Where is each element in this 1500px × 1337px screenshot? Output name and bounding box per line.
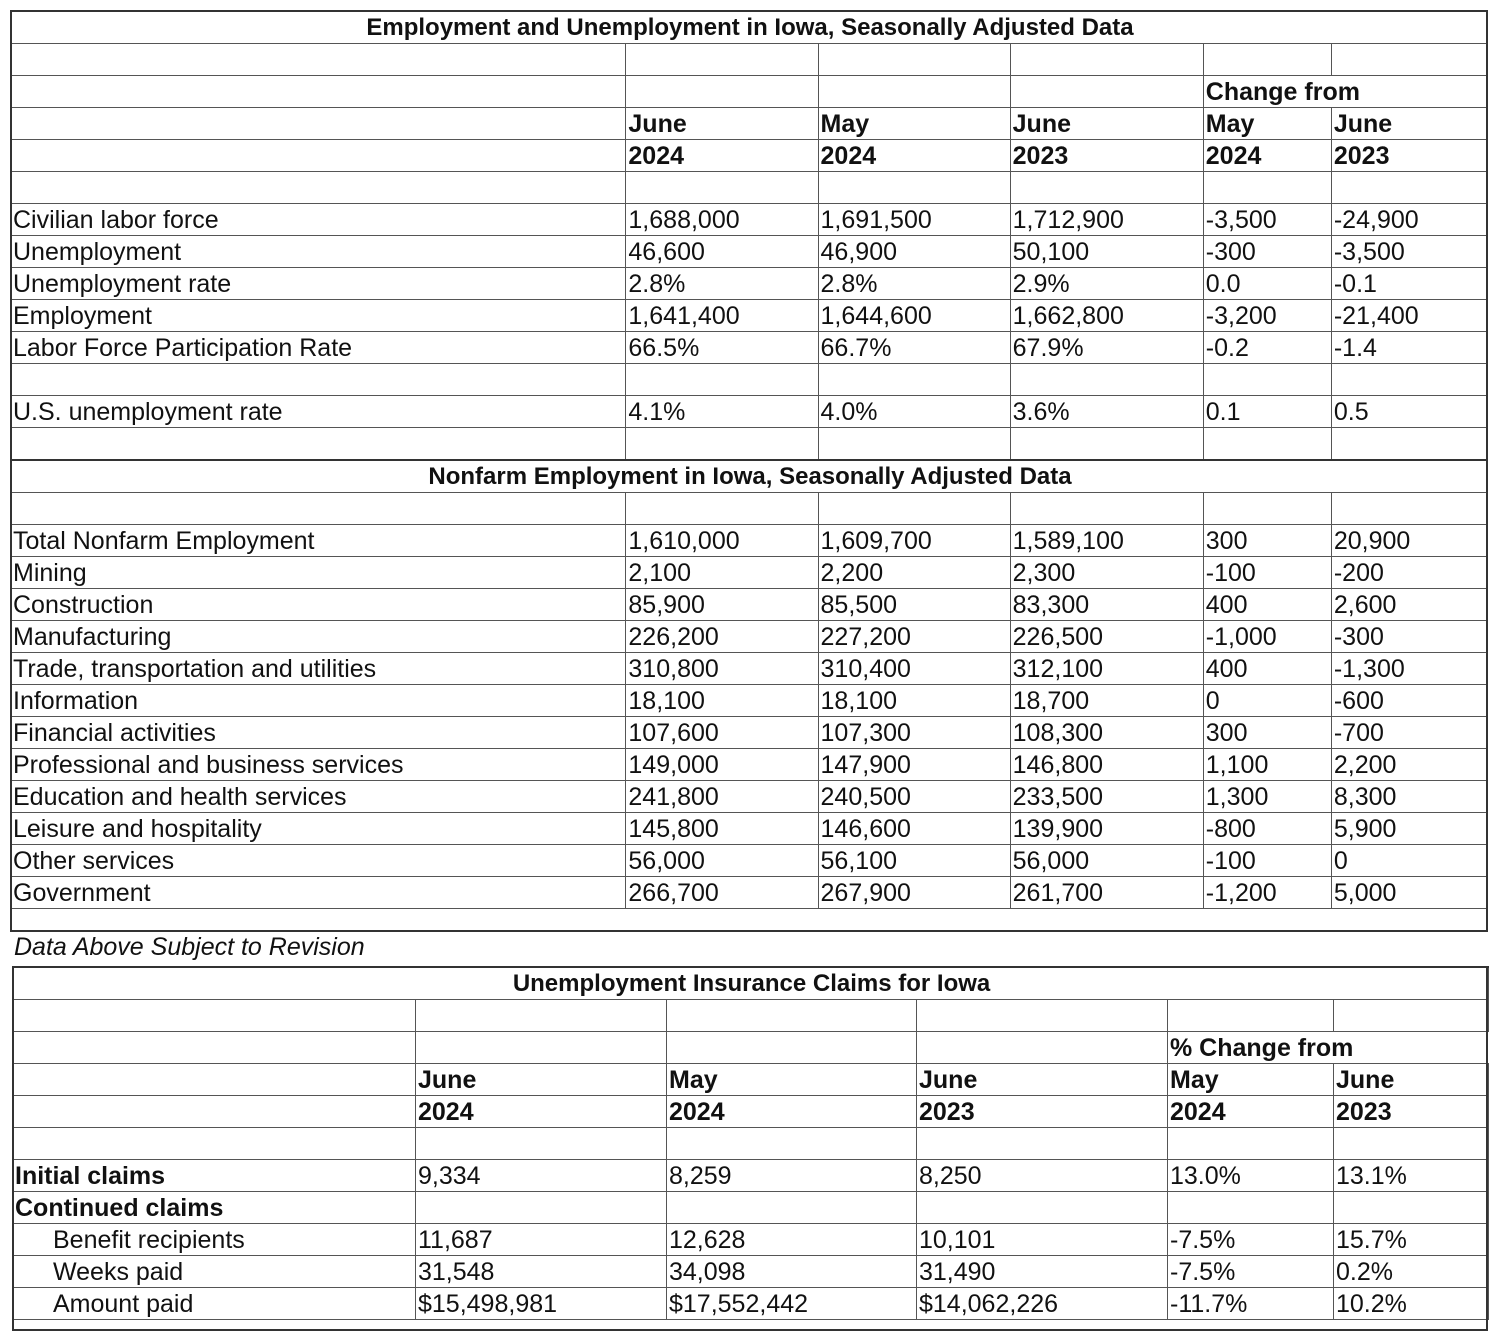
row-label: Amount paid (13, 1288, 416, 1320)
table-row (11, 813, 1488, 845)
cell-value: 13.0% (1168, 1160, 1334, 1192)
cell-value: 240,500 (818, 781, 1010, 813)
cell-value: 85,900 (626, 589, 818, 621)
cell-value: 2,200 (818, 557, 1010, 589)
cell-value: -300 (1331, 621, 1487, 653)
cell-value: 2,600 (1331, 589, 1487, 621)
col-header-month: June (1331, 108, 1487, 140)
cell-value: -1,000 (1203, 621, 1331, 653)
cell-value: -11.7% (1168, 1288, 1334, 1320)
col-header-month: May (818, 108, 1010, 140)
cell-value: 15.7% (1334, 1224, 1489, 1256)
table-row (11, 236, 1488, 268)
table-row (11, 204, 1488, 236)
cell-value: 107,300 (818, 717, 1010, 749)
table-row (11, 749, 1488, 781)
cell-value: $15,498,981 (416, 1288, 667, 1320)
table-row (11, 332, 1488, 364)
col-header-month: June (416, 1064, 667, 1096)
cell-value: 85,500 (818, 589, 1010, 621)
revision-note: Data Above Subject to Revision (14, 933, 365, 961)
cell-value: 18,100 (818, 685, 1010, 717)
nonfarm-table-title: Nonfarm Employment in Iowa, Seasonally Adjusted Data (11, 460, 1488, 493)
cell-value: -3,200 (1203, 300, 1331, 332)
row-label: Weeks paid (13, 1256, 416, 1288)
row-label: Financial activities (11, 717, 626, 749)
cell-value: 149,000 (626, 749, 818, 781)
cell-value: -100 (1203, 557, 1331, 589)
cell-value: 0.1 (1203, 396, 1331, 428)
cell-value: 226,500 (1010, 621, 1203, 653)
table-row (11, 268, 1488, 300)
cell-value: 312,100 (1010, 653, 1203, 685)
row-label: U.S. unemployment rate (11, 396, 626, 428)
row-label: Civilian labor force (11, 204, 626, 236)
cell-value: 1,610,000 (626, 525, 818, 557)
table-row (11, 621, 1488, 653)
cell-value: 266,700 (626, 877, 818, 909)
row-label: Employment (11, 300, 626, 332)
row-label: Unemployment (11, 236, 626, 268)
cell-value: 310,800 (626, 653, 818, 685)
cell-value: -1.4 (1331, 332, 1487, 364)
table-row (11, 557, 1488, 589)
cell-value: -800 (1203, 813, 1331, 845)
col-header-year: 2024 (626, 140, 818, 172)
cell-value: 146,600 (818, 813, 1010, 845)
cell-value: -0.1 (1331, 268, 1487, 300)
cell-value: 1,100 (1203, 749, 1331, 781)
row-label: Education and health services (11, 781, 626, 813)
cell-value: 2,300 (1010, 557, 1203, 589)
table-row (13, 1192, 1489, 1224)
col-header-year: 2024 (818, 140, 1010, 172)
row-label: Professional and business services (11, 749, 626, 781)
cell-value: 10.2% (1334, 1288, 1489, 1320)
col-header-month: June (917, 1064, 1168, 1096)
cell-value: 12,628 (667, 1224, 917, 1256)
col-header-year: 2024 (667, 1096, 917, 1128)
cell-value: 233,500 (1010, 781, 1203, 813)
cell-value: 46,900 (818, 236, 1010, 268)
cell-value: 267,900 (818, 877, 1010, 909)
cell-value: 0.2% (1334, 1256, 1489, 1288)
cell-value: -3,500 (1331, 236, 1487, 268)
cell-value: 1,589,100 (1010, 525, 1203, 557)
table-row (13, 1256, 1489, 1288)
table-row (11, 300, 1488, 332)
table-row (11, 653, 1488, 685)
col-header-month: May (667, 1064, 917, 1096)
cell-value: 4.1% (626, 396, 818, 428)
pct-change-from-header: % Change from (1168, 1032, 1489, 1064)
cell-value: -1,200 (1203, 877, 1331, 909)
cell-value: 1,712,900 (1010, 204, 1203, 236)
cell-value: 300 (1203, 717, 1331, 749)
cell-value: 8,250 (917, 1160, 1168, 1192)
cell-value: 31,490 (917, 1256, 1168, 1288)
cell-value: 0 (1331, 845, 1487, 877)
table-row (11, 845, 1488, 877)
cell-value: 11,687 (416, 1224, 667, 1256)
cell-value: 8,300 (1331, 781, 1487, 813)
cell-value: 261,700 (1010, 877, 1203, 909)
cell-value: 1,609,700 (818, 525, 1010, 557)
cell-value: 2.8% (626, 268, 818, 300)
cell-value: 2.9% (1010, 268, 1203, 300)
cell-value: -7.5% (1168, 1224, 1334, 1256)
cell-value: 9,334 (416, 1160, 667, 1192)
cell-value: 1,300 (1203, 781, 1331, 813)
cell-value: 400 (1203, 653, 1331, 685)
table-row (11, 781, 1488, 813)
cell-value: -600 (1331, 685, 1487, 717)
cell-value: 226,200 (626, 621, 818, 653)
cell-value: 1,691,500 (818, 204, 1010, 236)
cell-value: 66.7% (818, 332, 1010, 364)
table-row (13, 1160, 1489, 1192)
col-header-month: May (1203, 108, 1331, 140)
col-header-year: 2023 (917, 1096, 1168, 1128)
col-header-month: June (1010, 108, 1203, 140)
cell-value: -100 (1203, 845, 1331, 877)
employment-table (10, 10, 1488, 909)
col-header-month: June (626, 108, 818, 140)
cell-value: $14,062,226 (917, 1288, 1168, 1320)
cell-value: 241,800 (626, 781, 818, 813)
cell-value: 1,641,400 (626, 300, 818, 332)
cell-value: 5,000 (1331, 877, 1487, 909)
cell-value: 8,259 (667, 1160, 917, 1192)
cell-value: 20,900 (1331, 525, 1487, 557)
col-header-year: 2024 (416, 1096, 667, 1128)
cell-value: 107,600 (626, 717, 818, 749)
cell-value: 300 (1203, 525, 1331, 557)
cell-value: 1,644,600 (818, 300, 1010, 332)
cell-value: 145,800 (626, 813, 818, 845)
table-row (13, 1224, 1489, 1256)
cell-value: 56,000 (1010, 845, 1203, 877)
cell-value: -3,500 (1203, 204, 1331, 236)
cell-value: 146,800 (1010, 749, 1203, 781)
cell-value: 108,300 (1010, 717, 1203, 749)
table-row (11, 717, 1488, 749)
col-header-month: May (1168, 1064, 1334, 1096)
cell-value: 67.9% (1010, 332, 1203, 364)
cell-value: 5,900 (1331, 813, 1487, 845)
change-from-header: Change from (1203, 76, 1487, 108)
row-label: Unemployment rate (11, 268, 626, 300)
cell-value: 3.6% (1010, 396, 1203, 428)
cell-value: -200 (1331, 557, 1487, 589)
cell-value: 310,400 (818, 653, 1010, 685)
cell-value: 56,100 (818, 845, 1010, 877)
table-row (11, 525, 1488, 557)
cell-value: 2,100 (626, 557, 818, 589)
row-label: Continued claims (13, 1192, 416, 1224)
cell-value: -21,400 (1331, 300, 1487, 332)
cell-value: -300 (1203, 236, 1331, 268)
col-header-year: 2024 (1168, 1096, 1334, 1128)
row-label: Leisure and hospitality (11, 813, 626, 845)
col-header-year: 2024 (1203, 140, 1331, 172)
row-label: Initial claims (13, 1160, 416, 1192)
col-header-year: 2023 (1331, 140, 1487, 172)
col-header-month: June (1334, 1064, 1489, 1096)
cell-value: 139,900 (1010, 813, 1203, 845)
cell-value: 0.5 (1331, 396, 1487, 428)
table-row (11, 396, 1488, 428)
cell-value: 50,100 (1010, 236, 1203, 268)
row-label: Other services (11, 845, 626, 877)
row-label: Trade, transportation and utilities (11, 653, 626, 685)
cell-value: 400 (1203, 589, 1331, 621)
cell-value: 227,200 (818, 621, 1010, 653)
cell-value: 83,300 (1010, 589, 1203, 621)
row-label: Benefit recipients (13, 1224, 416, 1256)
cell-value: 18,700 (1010, 685, 1203, 717)
row-label: Construction (11, 589, 626, 621)
cell-value: 0 (1203, 685, 1331, 717)
cell-value: -1,300 (1331, 653, 1487, 685)
cell-value: 2,200 (1331, 749, 1487, 781)
table-row (13, 1288, 1489, 1320)
cell-value: 31,548 (416, 1256, 667, 1288)
cell-value: 147,900 (818, 749, 1010, 781)
row-label: Mining (11, 557, 626, 589)
cell-value: 10,101 (917, 1224, 1168, 1256)
cell-value: $17,552,442 (667, 1288, 917, 1320)
claims-table (12, 966, 1489, 1320)
row-label: Government (11, 877, 626, 909)
col-header-year: 2023 (1334, 1096, 1489, 1128)
cell-value: 1,688,000 (626, 204, 818, 236)
row-label: Information (11, 685, 626, 717)
table-row (11, 589, 1488, 621)
cell-value: 2.8% (818, 268, 1010, 300)
employment-table-title: Employment and Unemployment in Iowa, Seasonally Adjusted Data (11, 11, 1488, 44)
cell-value: -0.2 (1203, 332, 1331, 364)
table-row (11, 877, 1488, 909)
cell-value: 34,098 (667, 1256, 917, 1288)
row-label: Labor Force Participation Rate (11, 332, 626, 364)
cell-value: 0.0 (1203, 268, 1331, 300)
cell-value: -700 (1331, 717, 1487, 749)
cell-value: 4.0% (818, 396, 1010, 428)
col-header-year: 2023 (1010, 140, 1203, 172)
cell-value: 46,600 (626, 236, 818, 268)
row-label: Manufacturing (11, 621, 626, 653)
cell-value: 18,100 (626, 685, 818, 717)
cell-value: 56,000 (626, 845, 818, 877)
table-row (11, 685, 1488, 717)
cell-value: 66.5% (626, 332, 818, 364)
cell-value: -24,900 (1331, 204, 1487, 236)
cell-value: 13.1% (1334, 1160, 1489, 1192)
claims-table-title: Unemployment Insurance Claims for Iowa (13, 967, 1489, 1000)
cell-value: 1,662,800 (1010, 300, 1203, 332)
cell-value: -7.5% (1168, 1256, 1334, 1288)
row-label: Total Nonfarm Employment (11, 525, 626, 557)
